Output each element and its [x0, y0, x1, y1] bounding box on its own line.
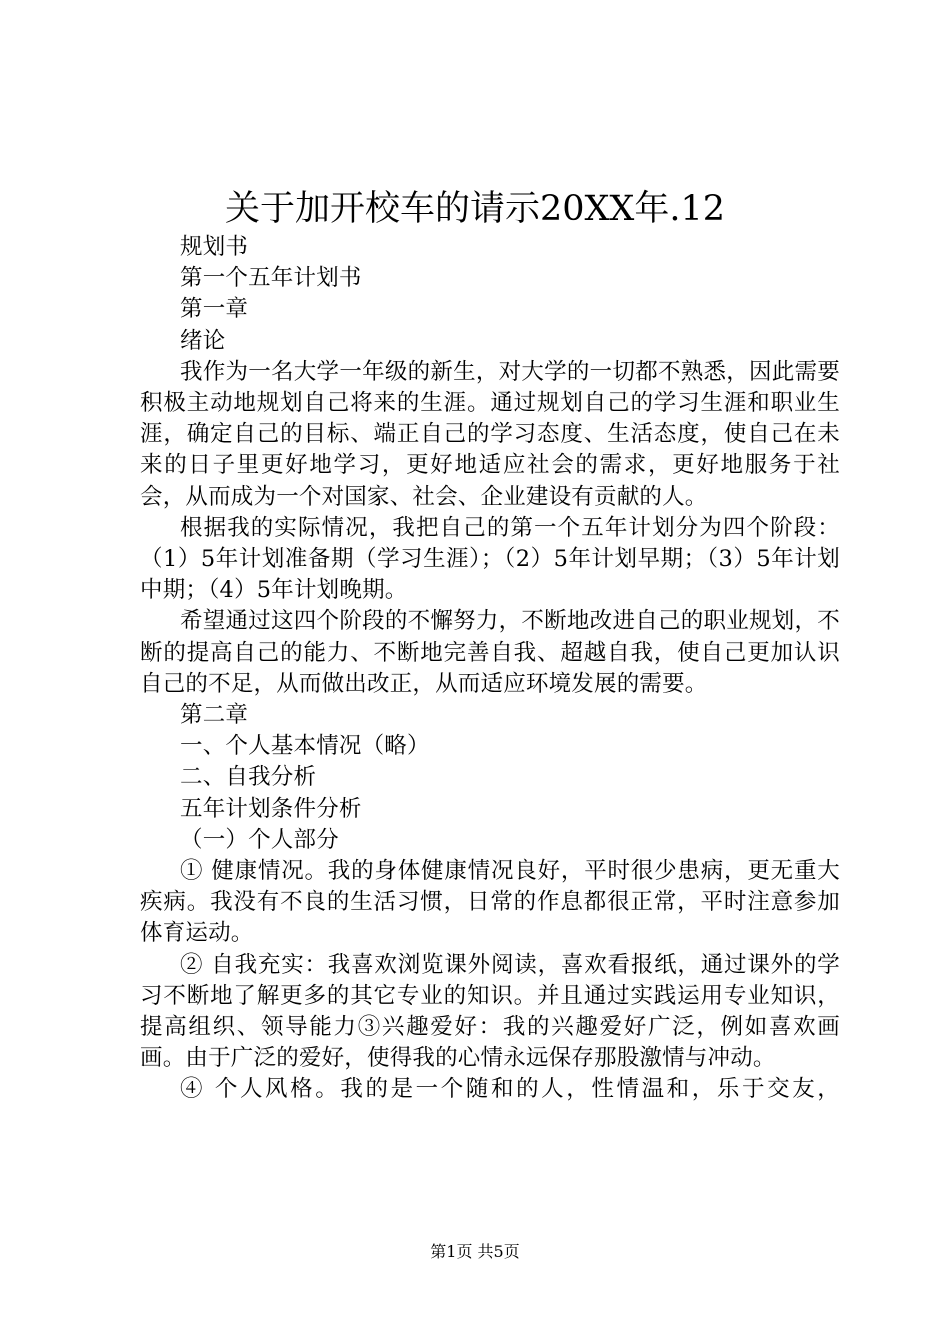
paragraph-personal-style: ④ 个人风格。我的是一个随和的人，性情温和，乐于交友， — [180, 1076, 840, 1103]
heading-personal-info: 一、个人基本情况（略） — [180, 733, 430, 760]
page-footer: 第1页 共5页 — [430, 1242, 520, 1261]
heading-first-five-year-plan: 第一个五年计划书 — [180, 265, 362, 292]
heading-self-analysis: 二、自我分析 — [180, 764, 317, 791]
heading-chapter-two: 第二章 — [180, 702, 249, 729]
heading-condition-analysis: 五年计划条件分析 — [180, 795, 362, 822]
heading-guihuashu: 规划书 — [180, 234, 249, 260]
paragraph-health: ① 健康情况。我的身体健康情况良好，平时很少患病，更无重大疾病。我没有不良的生活习惯，日常的作息都很正常，平时注意参加体育运动。 — [140, 858, 840, 947]
heading-chapter-one: 第一章 — [180, 296, 249, 323]
heading-personal-part: （一）个人部分 — [180, 826, 339, 853]
heading-introduction: 绪论 — [180, 327, 226, 354]
paragraph-self-enrichment: ② 自我充实：我喜欢浏览课外阅读，喜欢看报纸，通过课外的学习不断地了解更多的其它专业的知识。并且通过实践运用专业知识，提高组织、领导能力③兴趣爱好：我的兴趣爱好广泛，例如喜欢画画。由于广泛的爱好，使得我的心情永远保存那股激情与冲动。 — [140, 951, 840, 1072]
document-title: 关于加开校车的请示20XX年.12 — [224, 189, 726, 229]
paragraph-stages: 根据我的实际情况，我把自己的第一个五年计划分为四个阶段：（1）5年计划准备期（学习生涯）；（2）5年计划早期；（3）5年计划中期；（4）5年计划晚期。 — [140, 514, 840, 604]
paragraph-hope: 希望通过这四个阶段的不懈努力，不断地改进自己的职业规划，不断的提高自己的能力、不断地完善自我、超越自我，使自己更加认识自己的不足，从而做出改正，从而适应环境发展的需要。 — [140, 608, 840, 697]
paragraph-intro: 我作为一名大学一年级的新生，对大学的一切都不熟悉，因此需要积极主动地规划自己将来的生涯。通过规划自己的学习生涯和职业生涯，确定自己的目标、端正自己的学习态度、生活态度，使自己在未来的日子里更好地学习，更好地适应社会的需求，更好地服务于社会，从而成为一个对国家、社会、企业建设有贡献的人。 — [140, 358, 840, 510]
document-body — [140, 232, 840, 1106]
